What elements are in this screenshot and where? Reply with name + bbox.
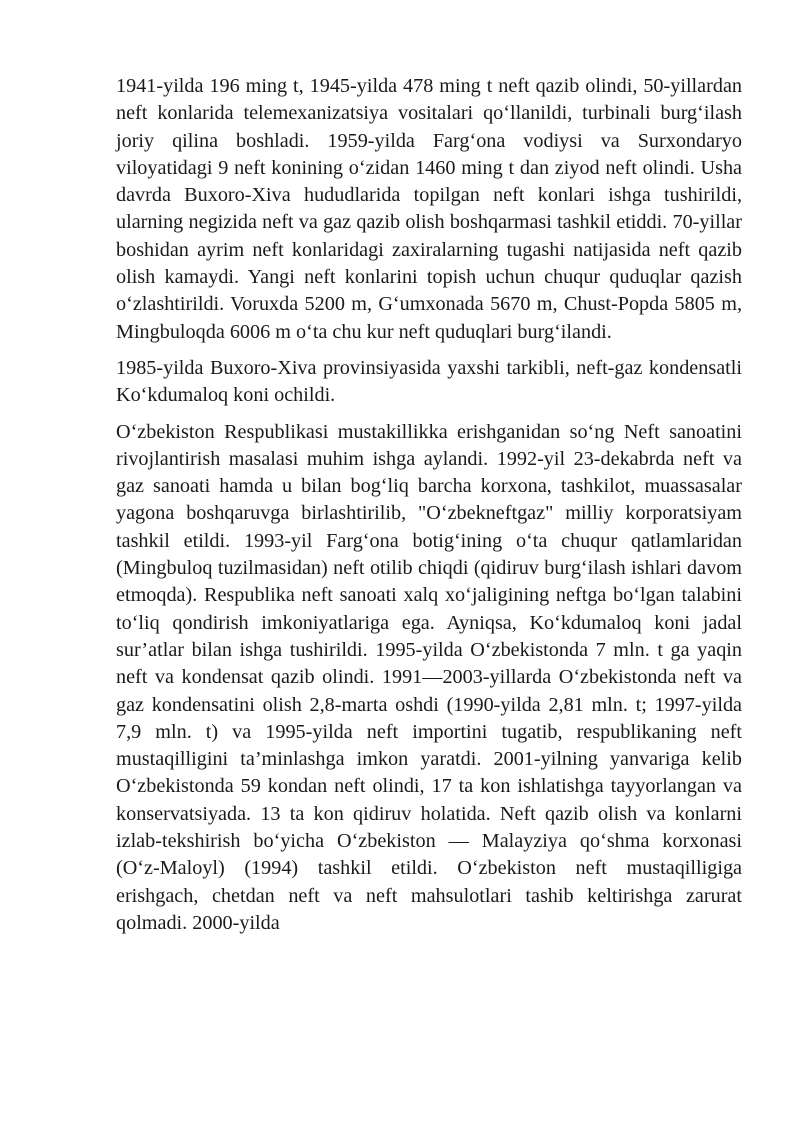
paragraph-3: O‘zbekiston Respublikasi mustakillikka erishganidan so‘ng Neft sanoatini rivojlantirish masalasi muhim ishga aylandi. 1992-yil 23-dekabrda neft va gaz sanoati hamda u bilan bog‘liq barcha korxona, tashkilot, muassasalar yagona boshqaruvga birlashtirilib, "O‘zbekneftgaz" milliy korporatsiyam tashkil etildi. 1993-yil Farg‘ona botig‘ining o‘ta chuqur qatlamlaridan (Mingbuloq tuzilmasidan) neft otilib chiqdi (qidiruv burg‘ilash ishlari davom etmoqda). Respublika neft sanoati xalq xo‘jaligining neftga bo‘lgan talabini to‘liq qondirish imkoniyatlariga ega. Ayniqsa, Ko‘kdumaloq koni jadal sur’atlar bilan ishga tushirildi. 1995-yilda O‘zbekistonda 7 mln. t ga yaqin neft va kondensat qazib olindi. 1991—2003-yillarda O‘zbekistonda neft va gaz kondensatini olish 2,8-marta oshdi (1990-yilda 2,81 mln. t; 1997-yilda 7,9 mln. t) va 1995-yilda neft importini tugatib, respublikaning neft mustaqilligini ta’minlashga imkon yaratdi. 2001-yilning yanvariga kelib O‘zbekistonda 59 kondan neft olindi, 17 ta kon ishlatishga tayyorlangan va konservatsiyada. 13 ta kon qidiruv holatida. Neft qazib olish va konlarni izlab-tekshirish bo‘yicha O‘zbekiston — Malayziya qo‘shma korxonasi (O‘z-Maloyl) (1994) tashkil etildi. O‘zbekiston neft mustaqilligiga erishgach, chetdan neft va neft mahsulotlari tashib keltirishga zarurat qolmadi. 2000-yilda: [116, 420, 742, 934]
paragraph-2: 1985-yilda Buxoro-Xiva provinsiyasida yaxshi tarkibli, neft-gaz kondensatli Ko‘kdumaloq koni ochildi.: [116, 356, 742, 407]
document-page: [116, 73, 742, 946]
paragraph-1: 1941-yilda 196 ming t, 1945-yilda 478 ming t neft qazib olindi, 50-yillardan neft konlarida telemexanizatsiya vositalari qo‘llanildi, turbinali burg‘ilash joriy qilina boshladi. 1959-yilda Farg‘ona vodiysi va Surxondaryo viloyatidagi 9 neft konining o‘zidan 1460 ming t dan ziyod neft olindi. Usha davrda Buxoro-Xiva hududlarida topilgan neft konlari ishga tushirildi, ularning negizida neft va gaz qazib olish boshqarmasi tashkil etiddi. 70-yillar boshidan ayrim neft konlaridagi zaxiralarning tugashi natijasida neft qazib olish kamaydi. Yangi neft konlarini topish uchun chuqur quduqlar qazish o‘zlashtirildi. Voruxda 5200 m, G‘umxonada 5670 m, Chust-Popda 5805 m, Mingbuloqda 6006 m o‘ta chu kur neft quduqlari burg‘ilandi.: [116, 75, 742, 343]
